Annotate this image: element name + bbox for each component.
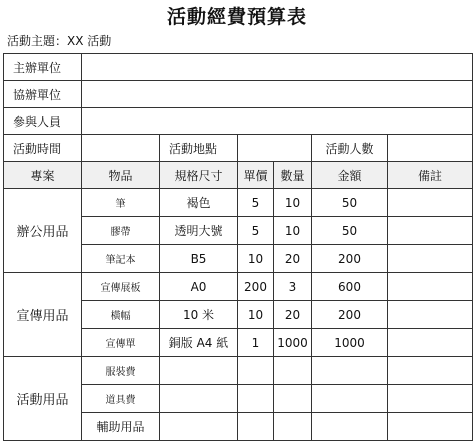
amount-cell[interactable] (312, 413, 388, 441)
amount-cell: 600 (312, 273, 388, 301)
spec-cell[interactable] (160, 357, 238, 385)
spec-cell: 透明大號 (160, 217, 238, 245)
qty-cell: 20 (274, 301, 312, 329)
price-cell: 5 (238, 189, 274, 217)
spec-cell: B5 (160, 245, 238, 273)
category-cell: 宣傳用品 (4, 273, 82, 357)
amount-cell: 1000 (312, 329, 388, 357)
item-cell: 道具費 (82, 385, 160, 413)
note-cell[interactable] (388, 357, 473, 385)
note-cell[interactable] (388, 329, 473, 357)
activity-time-value[interactable] (82, 135, 160, 162)
price-cell[interactable] (238, 385, 274, 413)
item-cell: 輔助用品 (82, 413, 160, 441)
price-cell[interactable] (238, 413, 274, 441)
table-row (4, 273, 473, 301)
price-cell: 1 (238, 329, 274, 357)
item-cell: 宣傳單 (82, 329, 160, 357)
activity-place-label: 活動地點 (160, 135, 238, 162)
activity-count-label: 活動人數 (312, 135, 388, 162)
item-cell: 橫幅 (82, 301, 160, 329)
amount-cell: 50 (312, 217, 388, 245)
amount-cell: 50 (312, 189, 388, 217)
qty-cell[interactable] (274, 357, 312, 385)
item-cell: 筆記本 (82, 245, 160, 273)
budget-table (3, 53, 473, 441)
column-header: 數量 (274, 162, 312, 189)
price-cell: 200 (238, 273, 274, 301)
activity-theme: 活動主題：XX 活動 (7, 34, 112, 48)
spec-cell: A0 (160, 273, 238, 301)
qty-cell: 3 (274, 273, 312, 301)
qty-cell: 10 (274, 189, 312, 217)
column-header: 規格尺寸 (160, 162, 238, 189)
amount-cell[interactable] (312, 357, 388, 385)
note-cell[interactable] (388, 385, 473, 413)
item-cell: 筆 (82, 189, 160, 217)
amount-cell: 200 (312, 245, 388, 273)
note-cell[interactable] (388, 189, 473, 217)
qty-cell[interactable] (274, 413, 312, 441)
item-cell: 服裝費 (82, 357, 160, 385)
price-cell: 10 (238, 301, 274, 329)
category-cell: 辦公用品 (4, 189, 82, 273)
co-organizer-label: 協辦單位 (4, 81, 82, 108)
organizer-value[interactable] (82, 54, 473, 81)
co-organizer-value[interactable] (82, 81, 473, 108)
spec-cell[interactable] (160, 413, 238, 441)
note-cell[interactable] (388, 273, 473, 301)
page-title: 活動經費預算表 (166, 6, 307, 28)
column-header: 物品 (82, 162, 160, 189)
column-header: 單價 (238, 162, 274, 189)
participants-label: 參與人員 (4, 108, 82, 135)
item-cell: 宣傳展板 (82, 273, 160, 301)
column-header: 金額 (312, 162, 388, 189)
qty-cell: 10 (274, 217, 312, 245)
spec-cell[interactable] (160, 385, 238, 413)
amount-cell[interactable] (312, 385, 388, 413)
activity-time-label: 活動時間 (4, 135, 82, 162)
table-row (4, 357, 473, 385)
price-cell[interactable] (238, 357, 274, 385)
qty-cell: 20 (274, 245, 312, 273)
organizer-label: 主辦單位 (4, 54, 82, 81)
qty-cell[interactable] (274, 385, 312, 413)
activity-place-value[interactable] (238, 135, 312, 162)
spec-cell: 褐色 (160, 189, 238, 217)
item-cell: 膠帶 (82, 217, 160, 245)
amount-cell: 200 (312, 301, 388, 329)
qty-cell: 1000 (274, 329, 312, 357)
price-cell: 10 (238, 245, 274, 273)
note-cell[interactable] (388, 217, 473, 245)
note-cell[interactable] (388, 301, 473, 329)
category-cell: 活動用品 (4, 357, 82, 441)
column-header-row (4, 162, 473, 189)
price-cell: 5 (238, 217, 274, 245)
note-cell[interactable] (388, 413, 473, 441)
table-row (4, 189, 473, 217)
participants-value[interactable] (82, 108, 473, 135)
spec-cell: 10 米 (160, 301, 238, 329)
activity-count-value[interactable] (388, 135, 473, 162)
column-header: 備註 (388, 162, 473, 189)
column-header: 專案 (4, 162, 82, 189)
note-cell[interactable] (388, 245, 473, 273)
spec-cell: 銅版 A4 紙 (160, 329, 238, 357)
